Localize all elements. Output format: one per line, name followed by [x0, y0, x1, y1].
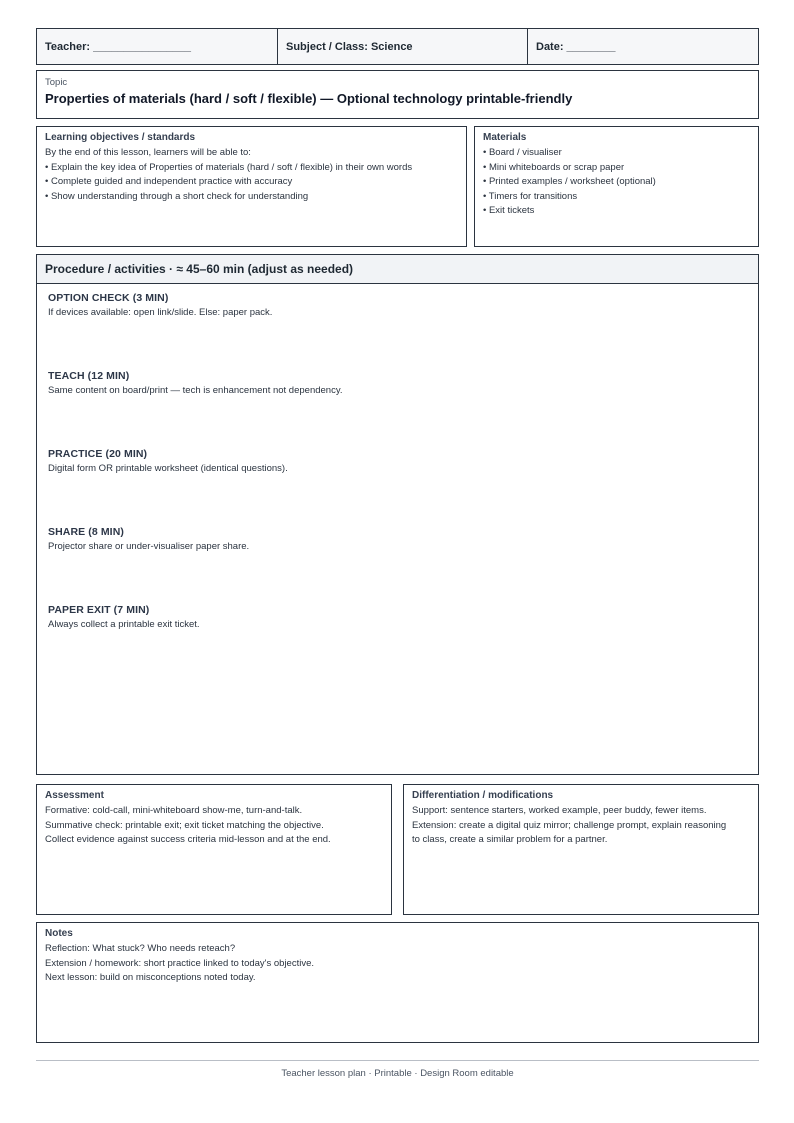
topic-value[interactable]: Properties of materials (hard / soft / flexible) — Optional technology printable-friendly: [45, 91, 573, 106]
notes-line: Reflection: What stuck? Who needs reteach?: [45, 943, 236, 954]
procedure-step[interactable]: [48, 292, 272, 318]
objectives-label: Learning objectives / standards: [45, 132, 196, 143]
materials-item: • Timers for transitions: [483, 190, 578, 202]
step-title: OPTION CHECK (3 MIN): [48, 292, 169, 304]
header-row: [36, 28, 759, 65]
procedure-step[interactable]: [48, 370, 343, 396]
assessment-section: [36, 784, 392, 915]
teacher-field[interactable]: Teacher: ________________: [37, 29, 278, 64]
materials-item: • Printed examples / worksheet (optional): [483, 176, 656, 187]
notes-line: Extension / homework: short practice linked to today's objective.: [45, 957, 315, 969]
differentiation-line: to class, create a similar problem for a partner.: [412, 834, 608, 845]
step-description: Projector share or under-visualiser paper share.: [48, 541, 250, 552]
step-title: PRACTICE (20 MIN): [48, 448, 148, 460]
assessment-line: Collect evidence against success criteria mid-lesson and at the end.: [45, 834, 331, 845]
objectives-line: • Explain the key idea of Properties of materials (hard / soft / flexible) in their own words: [45, 161, 413, 173]
differentiation-line: Extension: create a digital quiz mirror; challenge prompt, explain reasoning: [412, 819, 727, 831]
procedure-header: Procedure / activities · ≈ 45–60 min (adjust as needed): [37, 255, 758, 284]
footer-divider: [36, 1060, 759, 1061]
topic-section: [36, 70, 759, 119]
step-description: If devices available: open link/slide. Else: paper pack.: [48, 307, 273, 318]
procedure-step[interactable]: [48, 604, 200, 630]
notes-label: Notes: [45, 928, 73, 939]
assessment-line: Formative: cold-call, mini-whiteboard show-me, turn-and-talk.: [45, 805, 303, 816]
assessment-line: Summative check: printable exit; exit ticket matching the objective.: [45, 819, 324, 831]
notes-line: Next lesson: build on misconceptions noted today.: [45, 972, 256, 983]
objectives-section: [36, 126, 467, 247]
procedure-section: [36, 254, 759, 775]
step-description: Digital form OR printable worksheet (identical questions).: [48, 463, 288, 474]
procedure-step[interactable]: [48, 448, 288, 474]
topic-label: Topic: [45, 77, 68, 88]
step-title: PAPER EXIT (7 MIN): [48, 604, 150, 616]
materials-section: [474, 126, 759, 247]
subject-class-field[interactable]: Subject / Class: Science: [278, 29, 528, 64]
materials-list[interactable]: [483, 146, 750, 219]
assessment-text[interactable]: [45, 804, 383, 848]
date-field[interactable]: Date: ________: [536, 40, 616, 53]
assessment-label: Assessment: [45, 790, 104, 801]
step-title: SHARE (8 MIN): [48, 526, 124, 538]
objectives-list[interactable]: [45, 146, 458, 204]
notes-text[interactable]: [45, 942, 750, 986]
objectives-line: • Show understanding through a short check for understanding: [45, 190, 309, 202]
materials-item: • Board / visualiser: [483, 147, 562, 158]
objectives-line: • Complete guided and independent practice with accuracy: [45, 176, 293, 187]
step-title: TEACH (12 MIN): [48, 370, 130, 382]
differentiation-text[interactable]: [412, 804, 750, 848]
notes-section: [36, 922, 759, 1043]
step-description: Same content on board/print — tech is enhancement not dependency.: [48, 385, 343, 396]
materials-item: • Exit tickets: [483, 205, 535, 216]
differentiation-section: [403, 784, 759, 915]
materials-item: • Mini whiteboards or scrap paper: [483, 161, 625, 173]
footer-text: Teacher lesson plan · Printable · Design Room editable: [281, 1068, 514, 1079]
differentiation-line: Support: sentence starters, worked example, peer buddy, fewer items.: [412, 805, 707, 816]
differentiation-label: Differentiation / modifications: [412, 790, 554, 801]
objectives-line: By the end of this lesson, learners will be able to:: [45, 147, 251, 158]
materials-label: Materials: [483, 132, 527, 143]
procedure-step[interactable]: [48, 526, 249, 552]
step-description: Always collect a printable exit ticket.: [48, 619, 200, 630]
